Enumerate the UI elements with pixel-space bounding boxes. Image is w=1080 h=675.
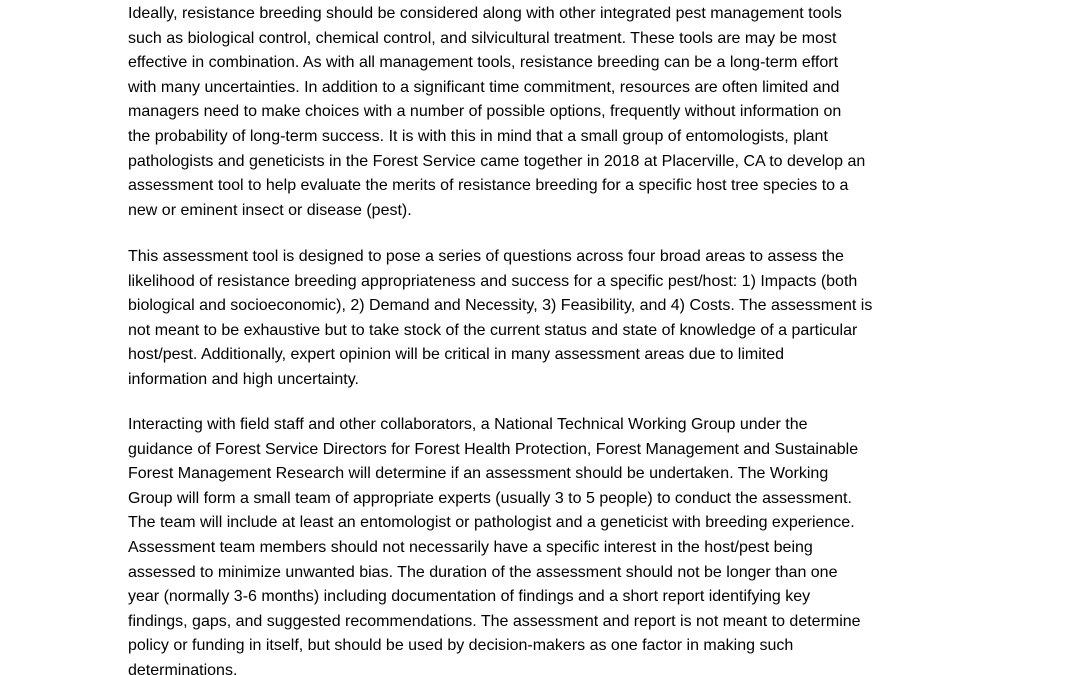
text-line: effective in combination. As with all management tools, resistance breeding can be a long-term effort	[128, 54, 839, 72]
text-line: Forest Management Research will determine if an assessment should be undertaken. The Working	[128, 465, 829, 483]
paragraph-integrated-pest-management	[128, 2, 968, 223]
text-line: year (normally 3-6 months) including documentation of findings and a short report identifying key	[128, 588, 811, 606]
text-line: host/pest. Additionally, expert opinion will be critical in many assessment areas due to limited	[128, 346, 785, 364]
text-line: findings, gaps, and suggested recommendations. The assessment and report is not meant to determine	[128, 612, 861, 630]
paragraph-assessment-tool	[128, 245, 968, 393]
text-line: the probability of long-term success. It is with this in mind that a small group of entomologists, plant	[128, 127, 828, 145]
text-line: assessment tool to help evaluate the merits of resistance breeding for a specific host tree species to a	[128, 177, 849, 195]
text-line: managers need to make choices with a number of possible options, frequently without information on	[128, 103, 842, 121]
text-line: Interacting with field staff and other collaborators, a National Technical Working Group under the	[128, 416, 808, 433]
text-line: such as biological control, chemical control, and silvicultural treatment. These tools are may be most	[128, 29, 837, 47]
text-line: likelihood of resistance breeding appropriateness and success for a specific pest/host: 1) Impacts (both	[128, 272, 858, 290]
text-line: Assessment team members should not necessarily have a specific interest in the host/pest being	[128, 538, 813, 556]
text-line: Group will form a small team of appropriate experts (usually 3 to 5 people) to conduct the assessment.	[128, 489, 852, 507]
text-line: Ideally, resistance breeding should be considered along with other integrated pest management tools	[128, 5, 842, 22]
text-line: biological and socioeconomic), 2) Demand and Necessity, 3) Feasibility, and 4) Costs. The assessment is	[128, 297, 873, 315]
text-line: not meant to be exhaustive but to take stock of the current status and state of knowledge of a particular	[128, 321, 858, 339]
text-line: assessed to minimize unwanted bias. The duration of the assessment should not be longer than one	[128, 563, 838, 581]
paragraph-working-group	[128, 413, 968, 675]
text-line: The team will include at least an entomologist or pathologist and a geneticist with breeding experience.	[128, 514, 855, 532]
text-line: new or eminent insect or disease (pest).	[128, 201, 412, 219]
text-line: policy or funding in itself, but should be used by decision-makers as one factor in making such	[128, 637, 794, 655]
text-line: determinations.	[128, 661, 238, 675]
text-line: guidance of Forest Service Directors for Forest Health Protection, Forest Management and Sustainable	[128, 440, 859, 458]
text-line: information and high uncertainty.	[128, 370, 359, 388]
text-line: This assessment tool is designed to pose a series of questions across four broad areas to assess the	[128, 248, 844, 265]
text-line: with many uncertainties. In addition to a significant time commitment, resources are often limited and	[128, 78, 840, 96]
text-line: pathologists and geneticists in the Forest Service came together in 2018 at Placerville, CA to develop an	[128, 152, 866, 170]
